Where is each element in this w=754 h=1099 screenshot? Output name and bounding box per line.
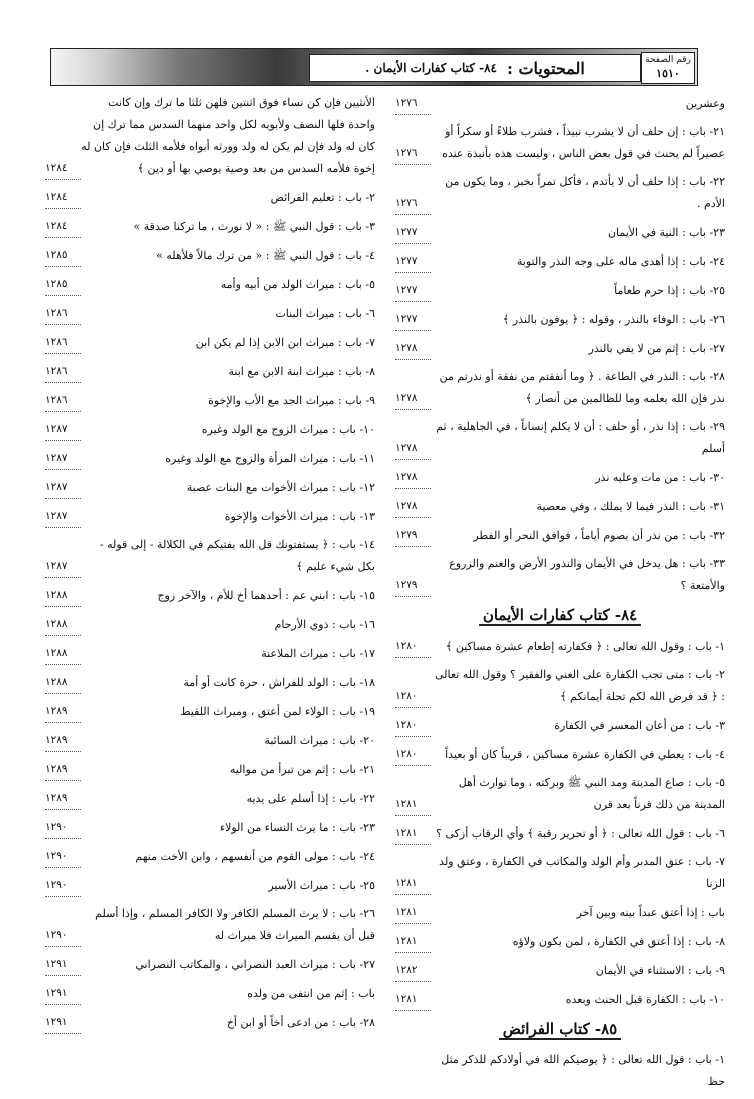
toc-entry-title: ٣٠- باب : من مات وعليه نذر: [595, 471, 725, 484]
toc-entry: [45, 302, 375, 325]
toc-entry: [45, 700, 375, 723]
toc-entry-title: ٢٥- باب : ميراث الأسير: [268, 879, 375, 892]
toc-entry-title: ٢٠- باب : ميراث السائبة: [264, 734, 375, 747]
toc-entry-page: ١٢٩٠: [45, 845, 81, 868]
toc-entry-title: ٢٧- باب : ميراث العبد النصراني ، والمكاتب النصراني: [135, 958, 375, 971]
toc-entry-title: ٢٦- باب : الوفاء بالنذر ، وقوله : ﴿ يوفون بالنذر ﴾: [502, 313, 725, 326]
toc-entry: [395, 930, 725, 953]
toc-entry: [395, 279, 725, 302]
toc-entry-page: ١٢٨٥: [45, 244, 81, 267]
toc-entry: [45, 476, 375, 499]
toc-entry-page: ١٢٨٤: [45, 215, 81, 238]
toc-entry-page: ١٢٧٩: [395, 524, 431, 547]
toc-entry-page: ١٢٨٦: [45, 302, 81, 325]
toc-entry-title: ٧- باب : عتق المدبر وأم الولد والمكاتب في الكفارة ، وعتق ولد الزنا: [439, 855, 725, 890]
toc-entry-page: ١٢٨١: [395, 988, 431, 1011]
toc-entry-title: ٢٧- باب : إثم من لا يفي بالنذر: [588, 342, 725, 355]
toc-entry-title: ٣- باب : قول النبي ﷺ : « لا نورث ، ما تركنا صدقة »: [133, 220, 375, 233]
toc-entry-title: ٥- باب : صاع المدينة ومد النبي ﷺ وبركته ، وما توارث أهل المدينة من ذلك قرناً بعد قرن: [458, 776, 725, 811]
toc-entry-page: ١٢٨٤: [45, 186, 81, 209]
toc-entry-title: ٢٣- باب : النية في الأيمان: [607, 226, 725, 239]
toc-entry: [395, 1049, 725, 1093]
toc-entry-page: ١٢٧٨: [395, 466, 431, 489]
toc-entry-page: ١٢٨٨: [45, 584, 81, 607]
toc-entry: [45, 903, 375, 947]
toc-entry-page: ١٢٨٩: [45, 700, 81, 723]
toc-entry-page: ١٢٩٠: [45, 874, 81, 897]
toc-entry-page: ١٢٨١: [395, 930, 431, 953]
toc-entry: [45, 874, 375, 897]
toc-entry-page: ١٢٨٩: [45, 729, 81, 752]
toc-entry-title: ١٠- باب : ميراث الزوج مع الولد وغيره: [201, 423, 375, 436]
toc-entry-title: ٢- باب : متى تجب الكفارة على الغني والفقير ؟ وقول الله تعالى : ﴿ قد فرض الله لكم تحلة أيمانكم ﴾: [435, 668, 725, 703]
toc-entry-title: ٣١- باب : النذر فيما لا يملك ، وفي معصية: [536, 500, 725, 513]
toc-entry: [45, 534, 375, 578]
toc-entry-page: ١٢٨٤: [45, 157, 81, 180]
toc-entry: [395, 366, 725, 410]
toc-entry-page: ١٢٨٦: [45, 360, 81, 383]
toc-entry-title: ٩- باب : الاستثناء في الأيمان: [595, 964, 725, 977]
toc-entry: [45, 186, 375, 209]
toc-entry: [45, 729, 375, 752]
toc-entry: [395, 901, 725, 924]
toc-entry: [395, 171, 725, 215]
toc-entry-page: ١٢٩١: [45, 1011, 81, 1034]
toc-entry: [395, 635, 725, 658]
toc-entry: [395, 92, 725, 115]
toc-entry-title: ١٧- باب : ميراث الملاعنة: [261, 647, 375, 660]
toc-entry-title: ٢٣- باب : ما يرث النساء من الولاء: [219, 821, 375, 834]
toc-entry: [45, 273, 375, 296]
toc-entry-title: ٧- باب : ميراث ابن الابن إذا لم يكن ابن: [195, 336, 375, 349]
toc-entry: [45, 331, 375, 354]
page-header: [50, 48, 698, 86]
toc-entry-title: ١٨- باب : الولد للفراش ، حرة كانت أو أمة: [183, 676, 375, 689]
toc-entry-title: ٢١- باب : إن حلف أن لا يشرب نبيذاً ، فشرب طلاءً أو سكراً أو عصيراً لم يحنث في قول بعض الناس ، وليست هذه بأنبذة عنده: [442, 125, 725, 160]
toc-entry-page: ١٢٨٠: [395, 714, 431, 737]
toc-entry-title: ١٤- باب : ﴿ يستفتونك قل الله يفتيكم في الكلالة - إلى قوله - بكل شيء عليم ﴾: [99, 538, 375, 573]
toc-entry-title: ٢٤- باب : مولى القوم من أنفسهم ، وابن الأخت منهم: [135, 850, 375, 863]
toc-entry-title: ٣٣- باب : هل يدخل في الأيمان والنذور الأرض والغنم والزروع والأمتعة ؟: [449, 557, 725, 592]
toc-entry: [45, 360, 375, 383]
toc-entry-page: ١٢٨٧: [45, 418, 81, 441]
toc-entry: [395, 466, 725, 489]
toc-entry: [395, 416, 725, 460]
toc-entry-title: ٤- باب : يعطي في الكفارة عشرة مساكين ، قريباً كان أو بعيداً: [445, 748, 725, 761]
toc-entry-page: ١٢٨١: [395, 793, 431, 816]
toc-entry-page: ١٢٧٧: [395, 250, 431, 273]
toc-entry-title: ١٥- باب : ابني عم : أحدهما أخ للأم ، والآخر زوج: [157, 589, 375, 602]
toc-entry: [395, 553, 725, 597]
section-85-title: ٨٥- كتاب الفرائض: [499, 1020, 621, 1040]
toc-entry-page: ١٢٨٨: [45, 642, 81, 665]
toc-entry-page: ١٢٨٩: [45, 787, 81, 810]
toc-entry-page: ١٢٨١: [395, 872, 431, 895]
toc-entry: [395, 524, 725, 547]
toc-entry: [45, 92, 375, 180]
toc-entry: [395, 121, 725, 165]
toc-entry-title: ١١- باب : ميراث المرأة والزوج مع الولد وغيره: [165, 452, 375, 465]
toc-entry-page: ١٢٧٧: [395, 308, 431, 331]
toc-entry-title: باب : إثم من انتفى من ولده: [247, 987, 375, 1000]
toc-entry-title: ٤- باب : قول النبي ﷺ : « من ترك مالاً فلأهله »: [156, 249, 375, 262]
toc-entry-page: ١٢٨٠: [395, 685, 431, 708]
toc-entry-page: ١٢٧٨: [395, 337, 431, 360]
toc-entry-title: الأنثيين فإن كن نساء فوق اثنتين فلهن ثلثا ما ترك وإن كانت واحدة فلها النصف ولأبويه لكل واحد منهما السدس مما ترك إن كان له ولد فإن لم يكن له ولد وورثه أبواه فلأمه الثلث فإن كان له إخوة فلأمه السدس من بعد وصية يوصي بها أو دين ﴾: [81, 96, 375, 175]
toc-entry-page: ١٢٨٧: [45, 447, 81, 470]
toc-entry-page: ١٢٧٨: [395, 387, 431, 410]
toc-right-column: [395, 92, 725, 1099]
toc-entry: [395, 337, 725, 360]
toc-list-84: [395, 635, 725, 1011]
toc-entry-title: ٢٢- باب : إذا أسلم على يديه: [246, 792, 375, 805]
toc-entry: [45, 642, 375, 665]
toc-list-85: [395, 1049, 725, 1093]
toc-entry-page: ١٢٨٧: [45, 476, 81, 499]
section-heading-85: [395, 1019, 725, 1039]
toc-entry-page: ١٢٩١: [45, 982, 81, 1005]
toc-entry-page: ١٢٨٥: [45, 273, 81, 296]
toc-entry-title: ٢٤- باب : إذا أهدى ماله على وجه النذر والتوبة: [516, 255, 725, 268]
toc-entry: [45, 845, 375, 868]
toc-entry: [45, 505, 375, 528]
toc-entry: [395, 851, 725, 895]
toc-entry: [395, 250, 725, 273]
page-label: رقم الصفحة: [645, 55, 691, 65]
toc-entry-page: ١٢٧٦: [395, 92, 431, 115]
toc-list-left: [45, 92, 375, 1034]
toc-entry-title: ٢- باب : تعليم الفرائض: [270, 191, 375, 204]
toc-entry: [395, 664, 725, 708]
toc-entry-page: ١٢٨٦: [45, 389, 81, 412]
toc-entry: [45, 215, 375, 238]
toc-entry-page: ١٢٧٦: [395, 192, 431, 215]
toc-entry: [395, 221, 725, 244]
toc-entry: [395, 959, 725, 982]
toc-entry-page: ١٢٧٨: [395, 437, 431, 460]
toc-entry-title: ٢٢- باب : إذا حلف أن لا يأتدم ، فأكل تمراً بخبز ، وما يكون من الأدم .: [445, 175, 725, 210]
toc-left-column: [45, 92, 375, 1040]
toc-entry-title: ١٠- باب : الكفارة قبل الحنث وبعده: [565, 993, 725, 1006]
toc-entry-title: وعشرين: [685, 97, 725, 110]
toc-entry-page: ١٢٩٠: [45, 924, 81, 947]
toc-entry-title: ١- باب : وقول الله تعالى : ﴿ فكفارته إطعام عشرة مساكين ﴾: [445, 640, 725, 653]
toc-entry-title: ٢١- باب : إثم من تبرأ من مواليه: [229, 763, 375, 776]
toc-entry-page: ١٢٩١: [45, 953, 81, 976]
toc-entry-title: ٢٦- باب : لا يرث المسلم الكافر ولا الكافر المسلم ، وإذا أسلم قبل أن يقسم الميراث فلا ميراث له: [95, 907, 375, 942]
toc-entry-page: ١٢٧٩: [395, 574, 431, 597]
page-number: ١٥١٠: [656, 67, 680, 80]
toc-entry: [395, 308, 725, 331]
toc-list-right: [395, 92, 725, 597]
toc-entry-title: ٣- باب : من أعان المعسر في الكفارة: [554, 719, 725, 732]
toc-entry: [45, 447, 375, 470]
toc-entry-page: ١٢٨٠: [395, 743, 431, 766]
toc-entry: [45, 584, 375, 607]
header-title-box: [309, 54, 641, 82]
toc-entry: [45, 1011, 375, 1034]
section-84-title: ٨٤- كتاب كفارات الأيمان: [479, 606, 641, 626]
toc-entry-page: ١٢٨٦: [45, 331, 81, 354]
toc-entry-title: ٣٢- باب : من نذر أن يصوم أياماً ، فوافق النحر أو الفطر: [473, 529, 725, 542]
toc-entry-page: ١٢٨١: [395, 822, 431, 845]
toc-entry-title: ٩- باب : ميراث الجد مع الأب والإخوة: [208, 394, 375, 407]
toc-entry: [45, 244, 375, 267]
toc-entry-page: ١٢٨١: [395, 901, 431, 924]
section-heading-84: [395, 605, 725, 625]
toc-entry: [45, 982, 375, 1005]
toc-entry-page: ١٢٨٧: [45, 555, 81, 578]
toc-entry-title: ٨- باب : ميراث ابنة الابن مع ابنة: [228, 365, 375, 378]
toc-entry-page: ١٢٨٨: [45, 671, 81, 694]
toc-entry: [395, 988, 725, 1011]
toc-entry: [45, 418, 375, 441]
toc-entry-title: ١٢- باب : ميراث الأخوات مع البنات عصبة: [186, 481, 375, 494]
toc-entry-page: ١٢٩٠: [45, 816, 81, 839]
toc-entry-title: ١٣- باب : ميراث الأخوات والإخوة: [224, 510, 375, 523]
toc-entry-title: باب : إذا أعتق عبداً بينه وبين آخر: [576, 906, 725, 919]
toc-entry-title: ٢٩- باب : إذا نذر ، أو حلف : أن لا يكلم إنساناً ، في الجاهلية ، ثم أسلم: [436, 420, 725, 455]
toc-entry-page: ١٢٧٦: [395, 142, 431, 165]
toc-entry: [395, 495, 725, 518]
toc-entry-page: ١٢٨٧: [45, 505, 81, 528]
toc-entry-title: ٦- باب : قول الله تعالى : ﴿ أو تحرير رقبة ﴾ وأي الرقاب أزكى ؟: [436, 827, 725, 840]
toc-entry: [45, 816, 375, 839]
toc-entry-page: ١٢٨٠: [395, 635, 431, 658]
toc-entry: [45, 758, 375, 781]
toc-entry-title: ١٦- باب : ذوي الأرحام: [274, 618, 375, 631]
toc-entry-title: ١- باب : قول الله تعالى : ﴿ يوصيكم الله في أولادكم للذكر مثل حظ: [441, 1053, 725, 1088]
header-page-box: [641, 52, 695, 84]
toc-entry-title: ٢٥- باب : إذا حرم طعاماً: [614, 284, 725, 297]
toc-entry-page: ١٢٧٨: [395, 495, 431, 518]
toc-entry-title: ٢٨- باب : النذر في الطاعة . ﴿ وما أنفقتم من نفقة أو نذرتم من نذر فإن الله يعلمه وما للظالمين من أنصار ﴾: [439, 370, 725, 405]
toc-entry: [45, 613, 375, 636]
toc-entry-title: ٢٨- باب : من ادعى أخاً أو ابن أخ: [226, 1016, 375, 1029]
header-title: المحتويات :: [507, 58, 585, 78]
toc-entry: [45, 787, 375, 810]
toc-entry: [395, 743, 725, 766]
header-subtitle: ٨٤- كتاب كفارات الأيمان .: [365, 61, 497, 75]
toc-entry-page: ١٢٨٩: [45, 758, 81, 781]
toc-entry: [45, 389, 375, 412]
toc-entry: [395, 822, 725, 845]
toc-entry: [395, 772, 725, 816]
toc-entry-page: ١٢٨٨: [45, 613, 81, 636]
toc-entry-title: ٥- باب : ميراث الولد من أبيه وأمه: [220, 278, 375, 291]
toc-entry: [395, 714, 725, 737]
toc-entry-page: ١٢٧٧: [395, 279, 431, 302]
toc-entry-title: ٨- باب : إذا أعتق في الكفارة ، لمن يكون ولاؤه: [512, 935, 725, 948]
toc-entry-title: ١٩- باب : الولاء لمن أعتق ، وميراث اللقيط: [180, 705, 375, 718]
toc-entry-page: ١٢٨٢: [395, 959, 431, 982]
toc-entry-page: ١٢٧٧: [395, 221, 431, 244]
toc-entry-title: ٦- باب : ميراث البنات: [275, 307, 375, 320]
toc-entry: [45, 671, 375, 694]
toc-entry: [45, 953, 375, 976]
